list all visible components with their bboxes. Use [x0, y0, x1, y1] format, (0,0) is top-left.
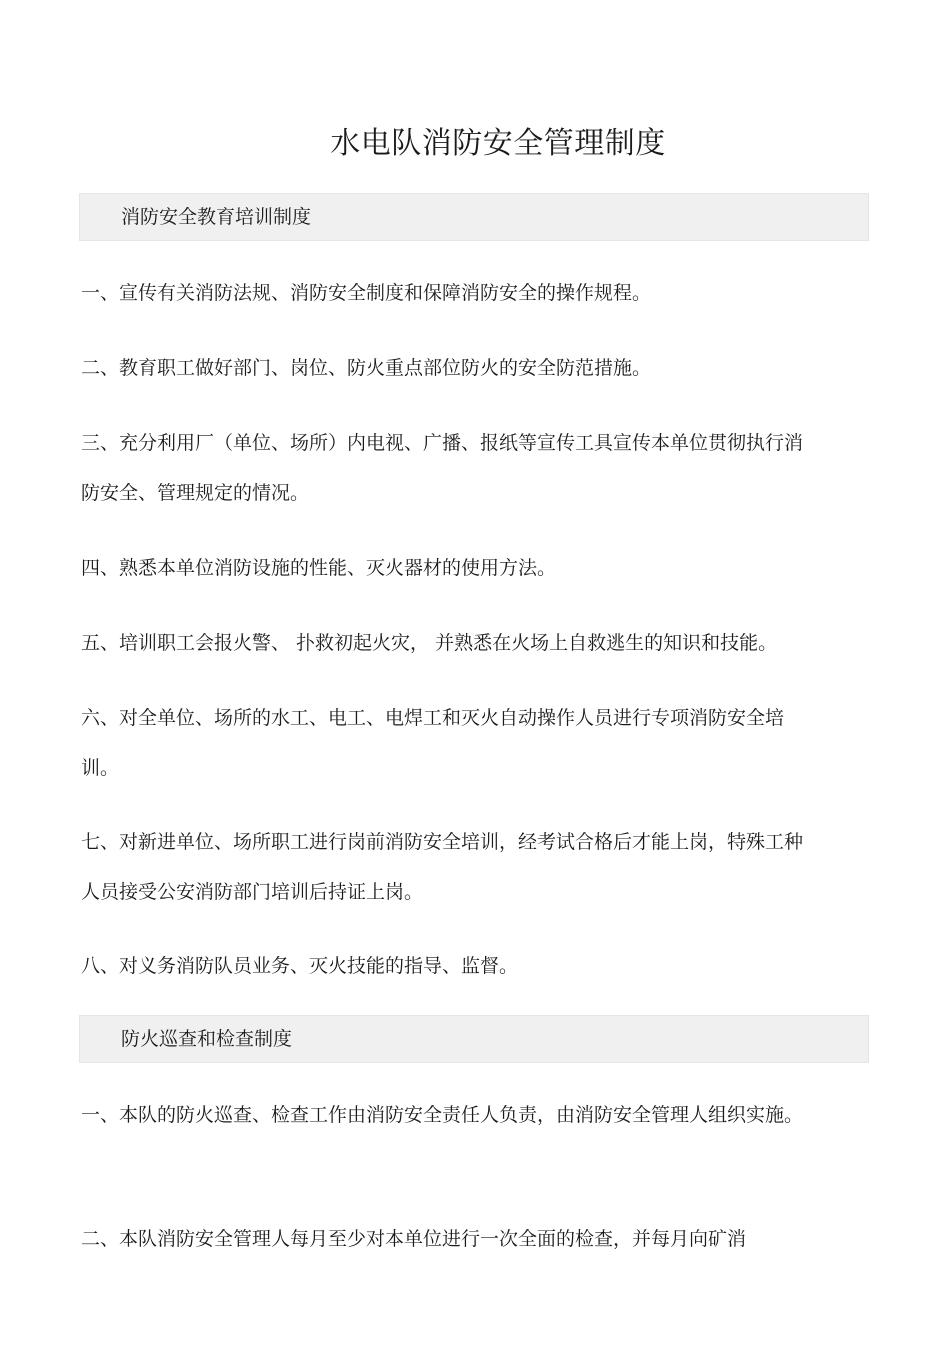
paragraph: 六、对全单位、场所的水工、电工、电焊工和灭火自动操作人员进行专项消防安全培训。 [81, 707, 785, 779]
paragraph: 八、对义务消防队员业务、灭火技能的指导、监督。 [81, 955, 519, 977]
paragraph: 二、本队消防安全管理人每月至少对本单位进行一次全面的检查，并每月向矿消 [81, 1228, 747, 1250]
paragraph: 三、充分利用厂（单位、场所）内电视、广播、报纸等宣传工具宣传本单位贯彻执行消防安全、管理规定的情况。 [81, 432, 804, 504]
section-heading-text: 消防安全教育培训制度 [121, 206, 312, 228]
paragraph: 七、对新进单位、场所职工进行岗前消防安全培训，经考试合格后才能上岗，特殊工种人员接受公安消防部门培训后持证上岗。 [81, 831, 804, 903]
section-heading-inspection [79, 1015, 869, 1063]
section-heading-text: 防火巡查和检查制度 [121, 1028, 293, 1050]
document-title: 水电队消防安全管理制度 [330, 126, 666, 161]
paragraph: 一、宣传有关消防法规、消防安全制度和保障消防安全的操作规程。 [81, 282, 652, 304]
paragraph: 一、本队的防火巡查、检查工作由消防安全责任人负责，由消防安全管理人组织实施。 [81, 1104, 804, 1126]
paragraph: 四、熟悉本单位消防设施的性能、灭火器材的使用方法。 [81, 557, 557, 579]
section-heading-training [79, 193, 869, 241]
paragraph: 五、培训职工会报火警、 扑救初起火灾， 并熟悉在火场上自救逃生的知识和技能。 [81, 632, 778, 654]
paragraph: 二、教育职工做好部门、岗位、防火重点部位防火的安全防范措施。 [81, 357, 652, 379]
